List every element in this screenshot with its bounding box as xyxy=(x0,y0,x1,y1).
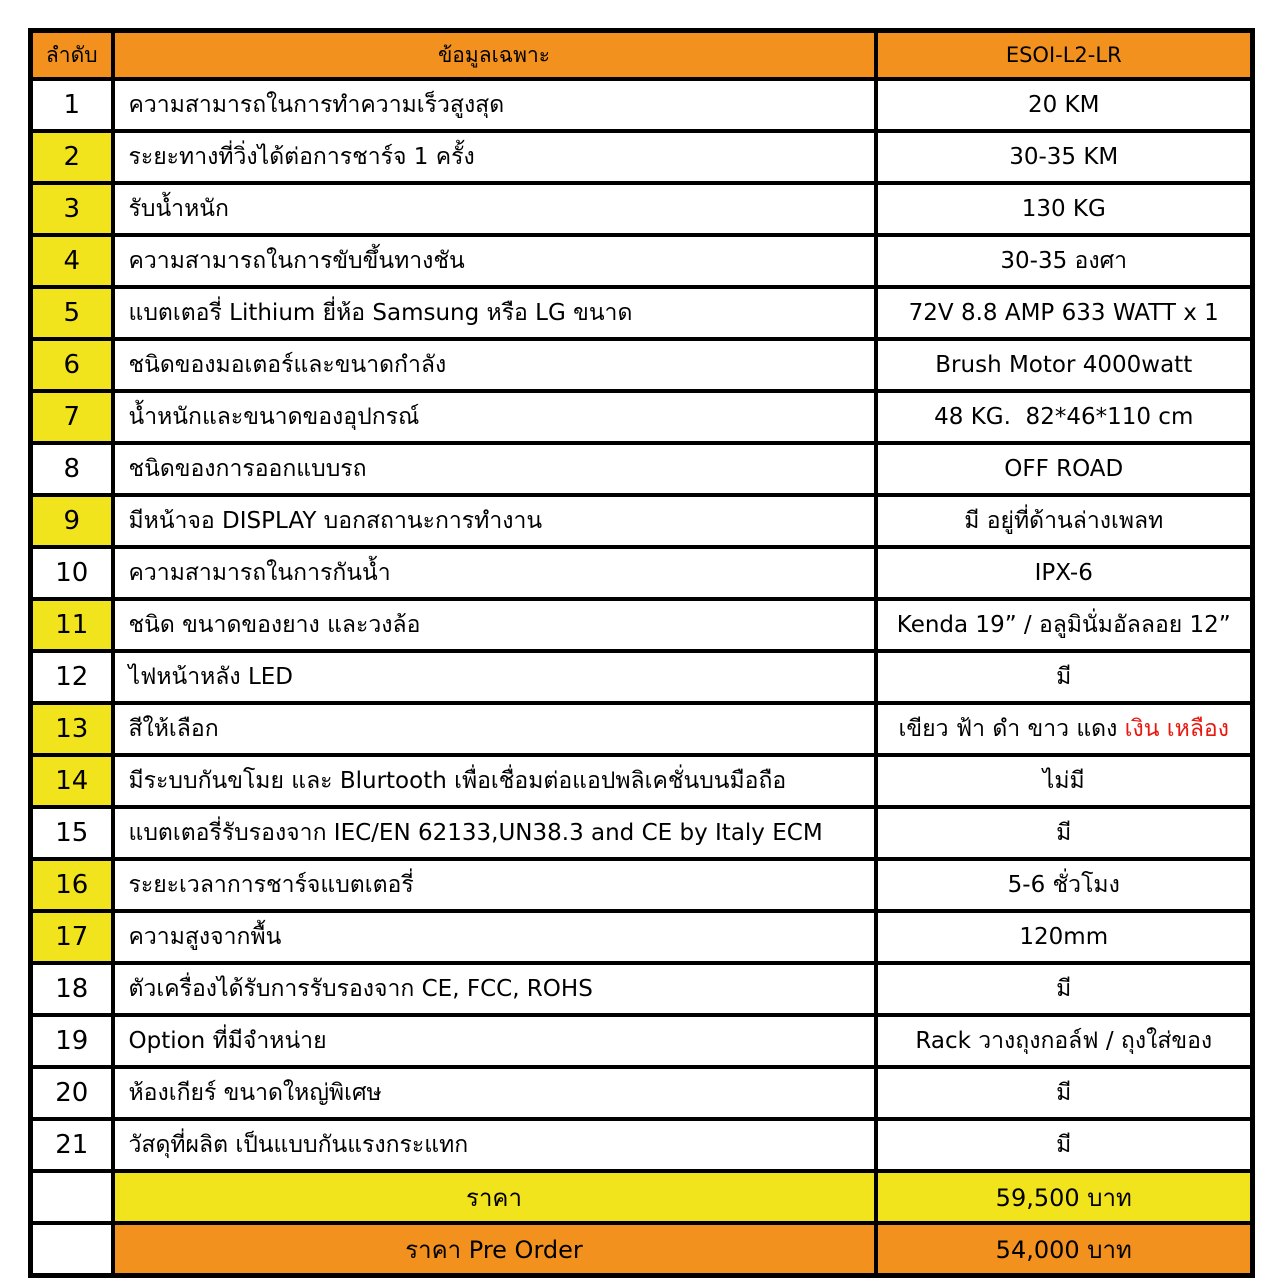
spec-cell: น้ำหนักและขนาดของอุปกรณ์ xyxy=(113,391,876,443)
spec-cell: มีหน้าจอ DISPLAY บอกสถานะการทำงาน xyxy=(113,495,876,547)
preorder-label: ราคา Pre Order xyxy=(113,1223,876,1276)
preorder-value: 54,000 บาท xyxy=(876,1223,1253,1276)
spec-cell: แบตเตอรี่ Lithium ยี่ห้อ Samsung หรือ LG ขนาด xyxy=(113,287,876,339)
row-number: 8 xyxy=(31,443,113,495)
empty-cell xyxy=(31,1223,113,1276)
value-cell: 48 KG. 82*46*110 cm xyxy=(876,391,1253,443)
header-model: ESOI-L2-LR xyxy=(876,31,1253,80)
table-row xyxy=(31,963,1253,1015)
row-number: 1 xyxy=(31,79,113,131)
spec-cell: ชนิดของการออกแบบรถ xyxy=(113,443,876,495)
spec-cell: ระยะเวลาการชาร์จแบตเตอรี่ xyxy=(113,859,876,911)
table-row xyxy=(31,339,1253,391)
table-row xyxy=(31,547,1253,599)
empty-cell xyxy=(31,1171,113,1223)
preorder-row xyxy=(31,1223,1253,1276)
table-row xyxy=(31,599,1253,651)
row-number: 20 xyxy=(31,1067,113,1119)
table-row xyxy=(31,79,1253,131)
table-row xyxy=(31,755,1253,807)
table-row xyxy=(31,131,1253,183)
row-number: 10 xyxy=(31,547,113,599)
spec-cell: ไฟหน้าหลัง LED xyxy=(113,651,876,703)
spec-cell: มีระบบกันขโมย และ Blurtooth เพื่อเชื่อมต่อแอปพลิเคชั่นบนมือถือ xyxy=(113,755,876,807)
value-cell: 120mm xyxy=(876,911,1253,963)
row-number: 19 xyxy=(31,1015,113,1067)
value-cell: มี xyxy=(876,1119,1253,1171)
row-number: 2 xyxy=(31,131,113,183)
table-row xyxy=(31,1015,1253,1067)
row-number: 18 xyxy=(31,963,113,1015)
row-number: 3 xyxy=(31,183,113,235)
table-row xyxy=(31,651,1253,703)
table-row xyxy=(31,443,1253,495)
spec-cell: ความสามารถในการขับขึ้นทางชัน xyxy=(113,235,876,287)
spec-cell: ความสูงจากพื้น xyxy=(113,911,876,963)
spec-cell: รับน้ำหนัก xyxy=(113,183,876,235)
table-row xyxy=(31,859,1253,911)
spec-cell: วัสดุที่ผลิต เป็นแบบกันแรงกระแทก xyxy=(113,1119,876,1171)
value-cell: 30-35 องศา xyxy=(876,235,1253,287)
spec-cell: ระยะทางที่วิ่งได้ต่อการชาร์จ 1 ครั้ง xyxy=(113,131,876,183)
price-row xyxy=(31,1171,1253,1223)
table-row xyxy=(31,1119,1253,1171)
value-cell: มี xyxy=(876,651,1253,703)
row-number: 17 xyxy=(31,911,113,963)
spec-cell: แบตเตอรี่รับรองจาก IEC/EN 62133,UN38.3 and CE by Italy ECM xyxy=(113,807,876,859)
spec-cell: ความสามารถในการทำความเร็วสูงสุด xyxy=(113,79,876,131)
spec-cell: ความสามารถในการกันน้ำ xyxy=(113,547,876,599)
table-row xyxy=(31,911,1253,963)
value-cell: 130 KG xyxy=(876,183,1253,235)
value-cell: 5-6 ชั่วโมง xyxy=(876,859,1253,911)
spec-cell: ห้องเกียร์ ขนาดใหญ่พิเศษ xyxy=(113,1067,876,1119)
spec-cell: สีให้เลือก xyxy=(113,703,876,755)
table-row xyxy=(31,287,1253,339)
row-number: 16 xyxy=(31,859,113,911)
table-row xyxy=(31,703,1253,755)
row-number: 5 xyxy=(31,287,113,339)
table-row xyxy=(31,391,1253,443)
table-row xyxy=(31,807,1253,859)
row-number: 4 xyxy=(31,235,113,287)
value-cell: 20 KM xyxy=(876,79,1253,131)
value-cell: ไม่มี xyxy=(876,755,1253,807)
spec-cell: ตัวเครื่องได้รับการรับรองจาก CE, FCC, ROHS xyxy=(113,963,876,1015)
spec-cell: Option ที่มีจำหน่าย xyxy=(113,1015,876,1067)
value-cell: มี xyxy=(876,807,1253,859)
table-row xyxy=(31,183,1253,235)
spec-table xyxy=(28,28,1255,1278)
row-number: 13 xyxy=(31,703,113,755)
row-number: 9 xyxy=(31,495,113,547)
row-number: 11 xyxy=(31,599,113,651)
header-spec: ข้อมูลเฉพาะ xyxy=(113,31,876,80)
row-number: 21 xyxy=(31,1119,113,1171)
spec-sheet xyxy=(28,28,1255,1278)
row-number: 12 xyxy=(31,651,113,703)
row-number: 7 xyxy=(31,391,113,443)
value-cell: มี xyxy=(876,1067,1253,1119)
value-cell xyxy=(876,703,1253,755)
color-list-black: เขียว ฟ้า ดำ ขาว แดง xyxy=(898,716,1125,742)
value-cell: 72V 8.8 AMP 633 WATT x 1 xyxy=(876,287,1253,339)
spec-cell: ชนิดของมอเตอร์และขนาดกำลัง xyxy=(113,339,876,391)
value-cell: มี xyxy=(876,963,1253,1015)
color-list-red: เงิน เหลือง xyxy=(1124,716,1229,742)
table-row xyxy=(31,495,1253,547)
header-no: ลำดับ xyxy=(31,31,113,80)
value-cell: Brush Motor 4000watt xyxy=(876,339,1253,391)
value-cell: มี อยู่ที่ด้านล่างเพลท xyxy=(876,495,1253,547)
header-row xyxy=(31,31,1253,80)
value-cell: OFF ROAD xyxy=(876,443,1253,495)
spec-cell: ชนิด ขนาดของยาง และวงล้อ xyxy=(113,599,876,651)
table-row xyxy=(31,235,1253,287)
price-label: ราคา xyxy=(113,1171,876,1223)
value-cell: 30-35 KM xyxy=(876,131,1253,183)
price-value: 59,500 บาท xyxy=(876,1171,1253,1223)
row-number: 14 xyxy=(31,755,113,807)
value-cell: Rack วางถุงกอล์ฟ / ถุงใส่ของ xyxy=(876,1015,1253,1067)
row-number: 6 xyxy=(31,339,113,391)
row-number: 15 xyxy=(31,807,113,859)
table-row xyxy=(31,1067,1253,1119)
value-cell: IPX-6 xyxy=(876,547,1253,599)
value-cell: Kenda 19” / อลูมินั่มอัลลอย 12” xyxy=(876,599,1253,651)
